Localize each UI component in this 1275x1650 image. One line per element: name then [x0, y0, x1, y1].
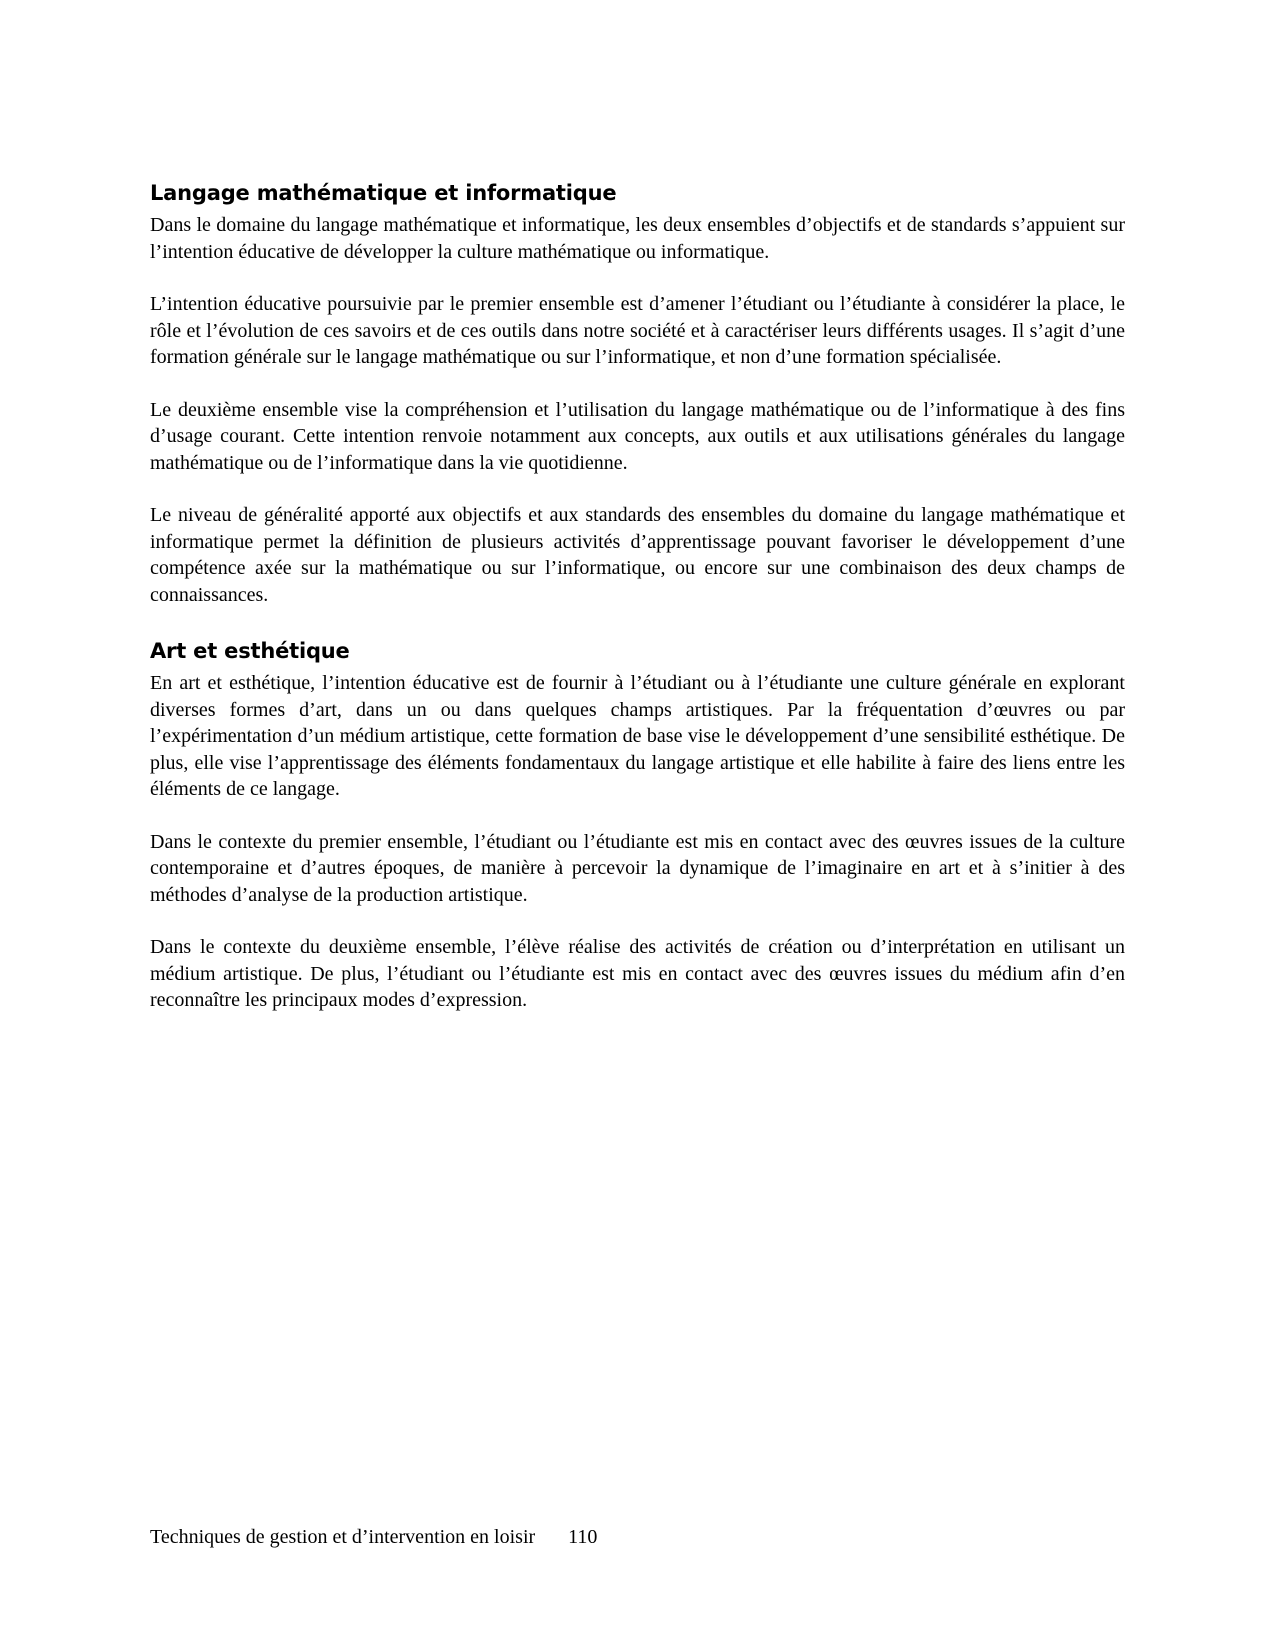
- paragraph: Le deuxième ensemble vise la compréhension et l’utilisation du langage mathématique ou de l’informatique à des fins d’usage courant. Cette intention renvoie notamment aux concepts, aux outils et aux utilisations générales du langage mathématique ou de l’informatique dans la vie quotidienne.: [150, 398, 1125, 474]
- section-heading: Langage mathématique et informatique: [150, 181, 617, 205]
- page-number: 110: [568, 1526, 598, 1548]
- paragraph: Le niveau de généralité apporté aux objectifs et aux standards des ensembles du domaine du langage mathématique et informatique permet la définition de plusieurs activités d’apprentissage pouvant favoriser le développement d’une compétence axée sur la mathématique ou sur l’informatique, ou encore sur une combinaison des deux champs de connaissances.: [150, 504, 1125, 606]
- page-content: [150, 180, 1125, 1040]
- section-art-esthetique: [150, 638, 1125, 1014]
- section-heading: Art et esthétique: [150, 639, 350, 663]
- page-footer: [150, 1524, 597, 1550]
- paragraph: L’intention éducative poursuivie par le premier ensemble est d’amener l’étudiant ou l’étudiante à considérer la place, le rôle et l’évolution de ces savoirs et de ces outils dans notre société et à caractériser leurs différents usages. Il s’agit d’une formation générale sur le langage mathématique ou sur l’informatique, et non d’une formation spécialisée.: [150, 293, 1125, 368]
- paragraph: Dans le contexte du premier ensemble, l’étudiant ou l’étudiante est mis en contact avec des œuvres issues de la culture contemporaine et d’autres époques, de manière à percevoir la dynamique de l’imaginaire en art et à s’initier à des méthodes d’analyse de la production artistique.: [150, 830, 1125, 906]
- section-langage-mathematique: [150, 180, 1125, 608]
- paragraph: Dans le domaine du langage mathématique et informatique, les deux ensembles d’objectifs et de standards s’appuient sur l’intention éducative de développer la culture mathématique ou informatique.: [150, 214, 1125, 263]
- paragraph: Dans le contexte du deuxième ensemble, l’élève réalise des activités de création ou d’interprétation en utilisant un médium artistique. De plus, l’étudiant ou l’étudiante est mis en contact avec des œuvres issues du médium afin d’en reconnaître les principaux modes d’expression.: [150, 936, 1125, 1011]
- footer-title: Techniques de gestion et d’intervention en loisir: [150, 1526, 536, 1548]
- paragraph: En art et esthétique, l’intention éducative est de fournir à l’étudiant ou à l’étudiante une culture générale en explorant diverses formes d’art, dans un ou dans quelques champs artistiques. Par la fréquentation d’œuvres ou par l’expérimentation d’un médium artistique, cette formation de base vise le développement d’une sensibilité esthétique. De plus, elle vise l’apprentissage des éléments fondamentaux du langage artistique et elle habilite à faire des liens entre les éléments de ce langage.: [150, 672, 1125, 800]
